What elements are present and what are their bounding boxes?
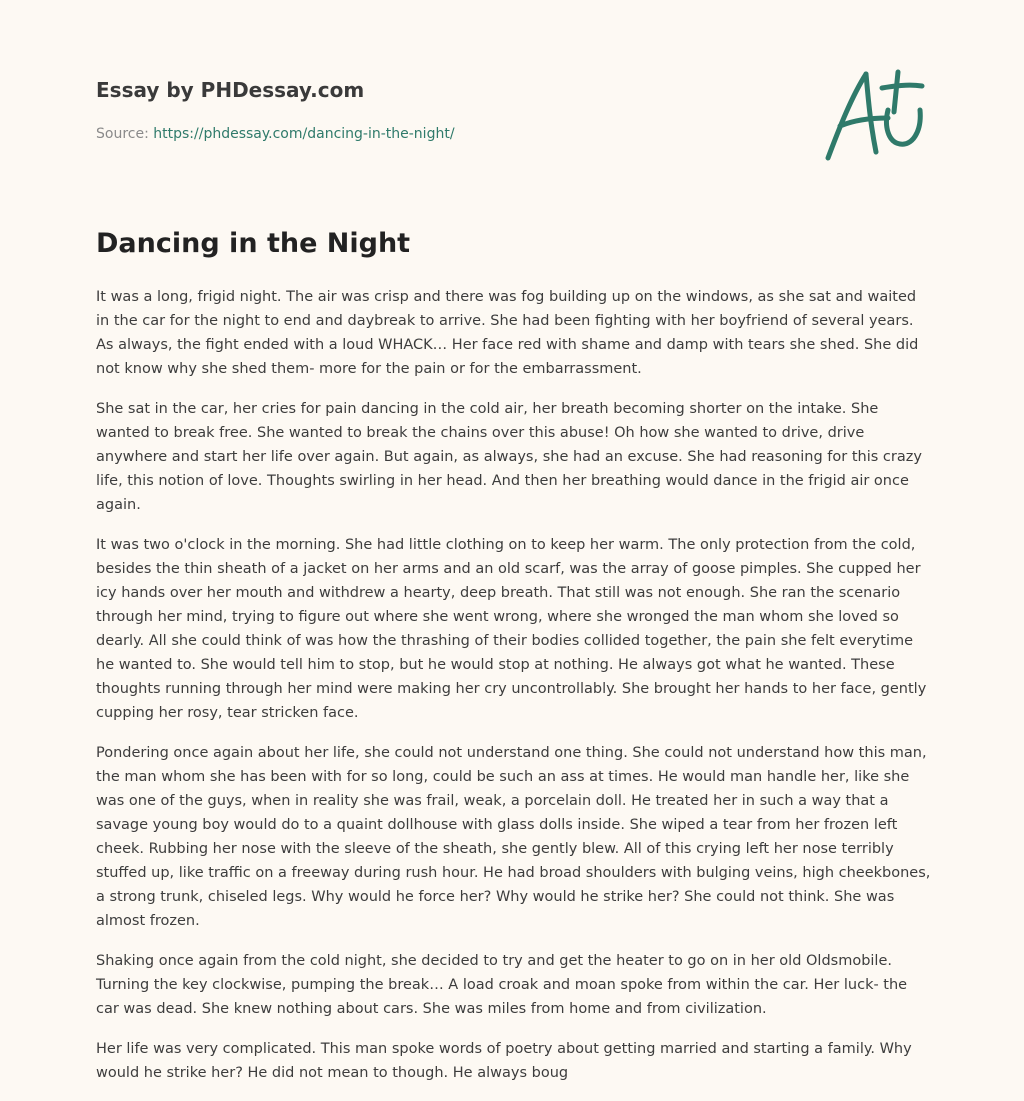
source-label: Source:: [96, 126, 149, 142]
essay-paragraph: Her life was very complicated. This man spoke words of poetry about getting married and starting a family. Why would he strike her? He did not mean to though. He always boug: [96, 1041, 912, 1081]
essay-body: [96, 285, 932, 1101]
essay-title: Dancing in the Night: [96, 228, 411, 259]
essay-paragraph: She sat in the car, her cries for pain dancing in the cold air, her breath becoming shorter on the intake. She wanted to break free. She wanted to break the chains over this abuse! Oh how she wanted to drive, drive anywhere and start her life over again. But again, as always, she had an excuse. She had reasoning for this crazy life, this notion of love. Thoughts swirling in her head. And then her breathing would dance in the frigid air once again.: [96, 401, 922, 513]
essay-paragraph: Shaking once again from the cold night, she decided to try and get the heater to go on in her old Oldsmobile. Turning the key clockwise, pumping the break… A load croak and moan spoke from within the car. Her luck- the car was dead. She knew nothing about cars. She was miles from home and from civilization.: [96, 953, 908, 1017]
a-plus-grade-icon: [818, 66, 928, 166]
essay-paragraph: It was two o'clock in the morning. She had little clothing on to keep her warm. The only protection from the cold, besides the thin sheath of a jacket on her arms and an old scarf, was the array of goose pimples. She cupped her icy hands over her mouth and withdrew a hearty, deep breath. That still was not enough. She ran the scenario through her mind, trying to figure out where she went wrong, where she wronged the man whom she loved so dearly. All she could think of was how the thrashing of their bodies collided together, the pain she felt everytime he wanted to. She would tell him to stop, but he would stop at nothing. He always got what he wanted. These thoughts running through her mind were making her cry uncontrollably. She brought her hands to her face, gently cupping her rosy, tear stricken face.: [96, 537, 927, 721]
essay-paragraph: Pondering once again about her life, she could not understand one thing. She could not understand how this man, the man whom she has been with for so long, could be such an ass at times. He would man handle her, like she was one of the guys, when in reality she was frail, weak, a porcelain doll. He treated her in such a way that a savage young boy would do to a quaint dollhouse with glass dolls inside. She wiped a tear from her frozen left cheek. Rubbing her nose with the sleeve of the sheath, she gently blew. All of this crying left her nose terribly stuffed up, like traffic on a freeway during rush hour. He had broad shoulders with bulging veins, high cheekbones, a strong trunk, chiseled legs. Why would he force her? Why would he strike her? She could not think. She was almost frozen.: [96, 745, 931, 929]
source-link[interactable]: https://phdessay.com/dancing-in-the-night/: [153, 126, 455, 142]
site-brand: Essay by PHDessay.com: [96, 78, 365, 102]
essay-paragraph: It was a long, frigid night. The air was crisp and there was fog building up on the windows, as she sat and waited in the car for the night to end and daybreak to arrive. She had been fighting with her boyfriend of several years. As always, the fight ended with a loud WHACK… Her face red with shame and damp with tears she shed. She did not know why she shed them- more for the pain or for the embarrassment.: [96, 289, 919, 377]
essay-header: [96, 76, 796, 144]
source-line: [96, 124, 796, 144]
